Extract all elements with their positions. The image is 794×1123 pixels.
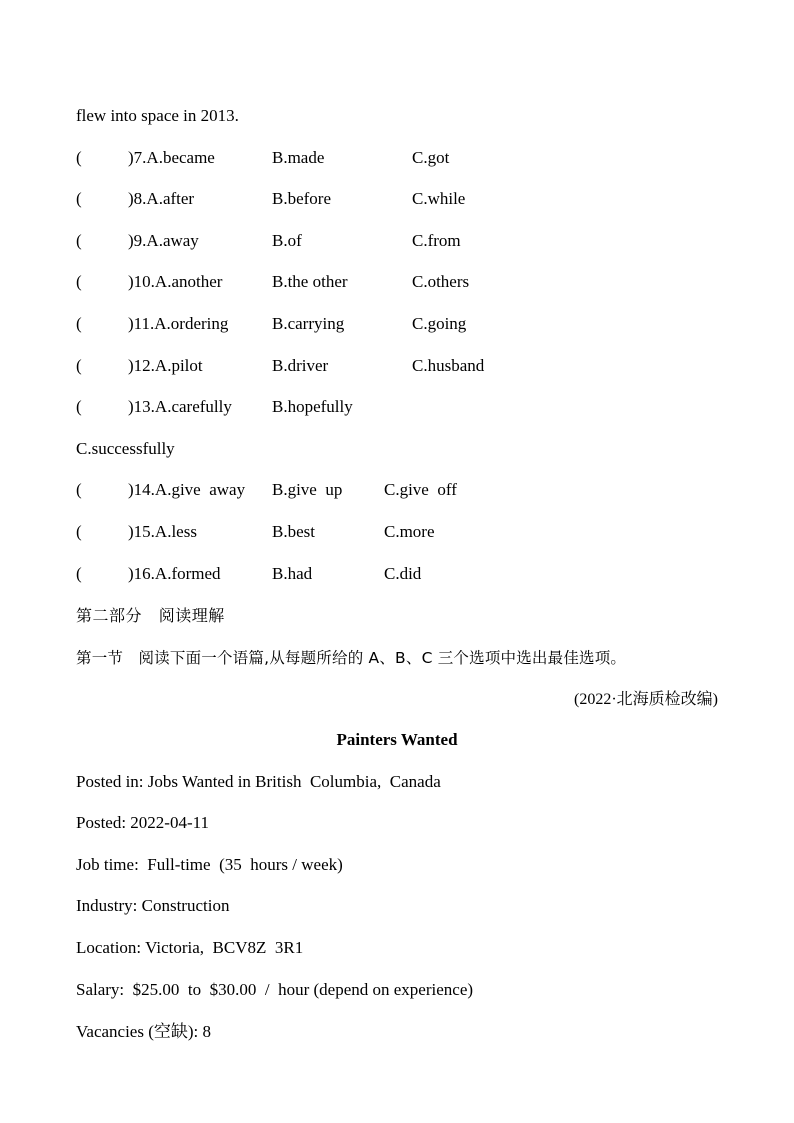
question-row xyxy=(76,522,736,544)
option-b: B.carrying xyxy=(272,314,345,333)
answer-paren: ( xyxy=(76,522,82,541)
question-row xyxy=(76,314,736,336)
option-b: B.the other xyxy=(272,272,348,291)
option-c: C.husband xyxy=(412,356,485,375)
part-heading: 第二部分 阅读理解 xyxy=(76,606,225,625)
option-b: B.had xyxy=(272,564,313,583)
question-row xyxy=(76,356,736,378)
passage-fragment: flew into space in 2013. xyxy=(76,106,239,125)
answer-paren: ( xyxy=(76,189,82,208)
answer-paren: ( xyxy=(76,272,82,291)
option-b: B.made xyxy=(272,148,325,167)
question-row xyxy=(76,397,736,419)
option-c: C.got xyxy=(412,148,450,167)
option-a: )10.A.another xyxy=(128,272,223,291)
ad-industry: Industry: Construction xyxy=(76,896,230,915)
option-a: )12.A.pilot xyxy=(128,356,203,375)
answer-paren: ( xyxy=(76,397,82,416)
ad-title: Painters Wanted xyxy=(336,730,458,749)
ad-salary: Salary: $25.00 to $30.00 / hour (depend on experience) xyxy=(76,980,474,999)
ad-job-time: Job time: Full-time (35 hours / week) xyxy=(76,855,343,874)
question-row xyxy=(76,272,736,294)
option-c: C.did xyxy=(384,564,422,583)
answer-paren: ( xyxy=(76,148,82,167)
ad-location: Location: Victoria, BCV8Z 3R1 xyxy=(76,938,304,957)
option-b: B.give up xyxy=(272,480,343,499)
option-b: B.driver xyxy=(272,356,329,375)
option-a: )16.A.formed xyxy=(128,564,221,583)
option-b: B.hopefully xyxy=(272,397,353,416)
question-row xyxy=(76,564,736,586)
option-c: C.from xyxy=(412,231,461,250)
option-c: C.while xyxy=(412,189,466,208)
option-a: )7.A.became xyxy=(128,148,215,167)
option-b: B.before xyxy=(272,189,332,208)
option-a: )15.A.less xyxy=(128,522,197,541)
option-b: B.best xyxy=(272,522,315,541)
option-a: )8.A.after xyxy=(128,189,195,208)
question-row xyxy=(76,480,736,502)
answer-paren: ( xyxy=(76,231,82,250)
option-c: C.successfully xyxy=(76,439,175,458)
source-note: (2022·北海质检改编) xyxy=(574,691,718,708)
question-row xyxy=(76,189,736,211)
ad-posted-in: Posted in: Jobs Wanted in British Columbia, Canada xyxy=(76,772,441,791)
option-a: )14.A.give away xyxy=(128,480,246,499)
ad-posted-date: Posted: 2022-04-11 xyxy=(76,813,210,832)
option-a: )11.A.ordering xyxy=(128,314,229,333)
question-row xyxy=(76,148,736,170)
answer-paren: ( xyxy=(76,356,82,375)
option-c: C.give off xyxy=(384,480,457,499)
option-a: )13.A.carefully xyxy=(128,397,232,416)
question-row xyxy=(76,231,736,253)
answer-paren: ( xyxy=(76,564,82,583)
option-b: B.of xyxy=(272,231,302,250)
answer-paren: ( xyxy=(76,314,82,333)
option-c: C.more xyxy=(384,522,435,541)
ad-vacancies: Vacancies (空缺): 8 xyxy=(76,1022,212,1041)
section-instruction: 第一节 阅读下面一个语篇,从每题所给的 A、B、C 三个选项中选出最佳选项。 xyxy=(76,649,627,667)
option-c: C.going xyxy=(412,314,467,333)
option-a: )9.A.away xyxy=(128,231,199,250)
option-c: C.others xyxy=(412,272,470,291)
answer-paren: ( xyxy=(76,480,82,499)
